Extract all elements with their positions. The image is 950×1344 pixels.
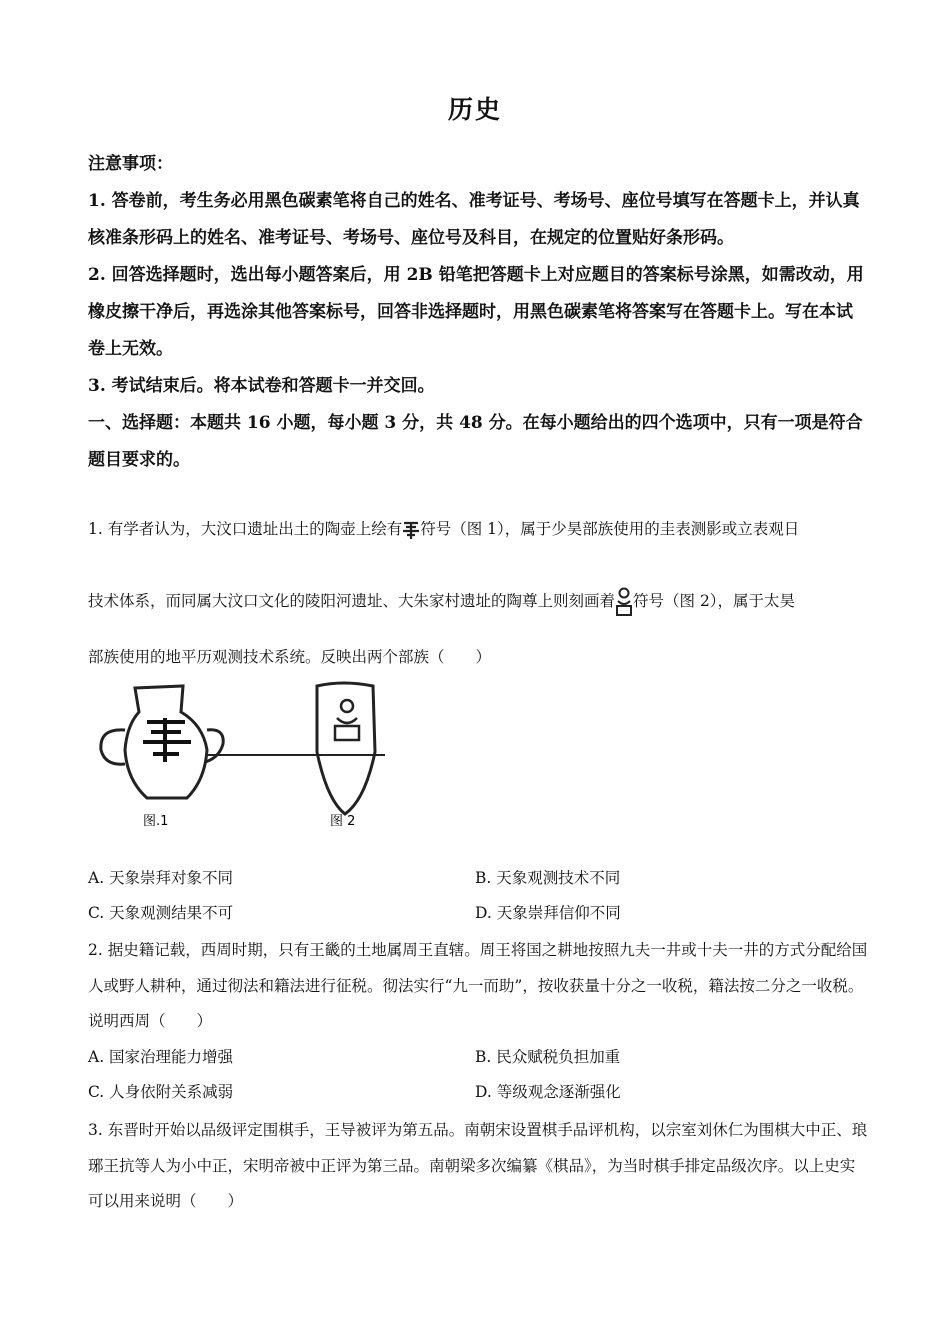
- q2-option-a[interactable]: A. 国家治理能力增强: [88, 1048, 234, 1066]
- q3-text: 3. 东晋时开始以品级评定围棋手，王导被评为第五品。南朝宋设置棋手品评机构，以宗室刘休仁为围棋大中正、琅琊王抗等人为小中正，宋明帝被中正评为第三品。南朝梁多次编纂《棋品》，为当时棋手排定品级次序。以上史实可以用来说明（ ）: [88, 1121, 868, 1210]
- q1-option-b[interactable]: B. 天象观测技术不同: [475, 869, 621, 887]
- sun-mountain-symbol-icon: [615, 587, 633, 617]
- q2-option-b[interactable]: B. 民众赋税负担加重: [475, 1048, 621, 1066]
- q1-line3: 部族使用的地平历观测技术系统。反映出两个部族（ ）: [88, 648, 492, 666]
- notice-item-1: 1. 答卷前，考生务必用黑色碳素笔将自己的姓名、准考证号、考场号、座位号填写在答题卡上，并认真核准条形码上的姓名、准考证号、考场号、座位号及科目，在规定的位置贴好条形码。: [88, 191, 860, 248]
- q1-line2b: 符号（图 2），属于太昊: [633, 592, 796, 610]
- q2-option-d[interactable]: D. 等级观念逐渐强化: [475, 1083, 621, 1101]
- figure-2-label: 图 2: [330, 814, 356, 829]
- q1-option-c[interactable]: C. 天象观测结果不可: [88, 904, 234, 922]
- q2-options: [88, 1045, 868, 1115]
- notice-item-2: 2. 回答选择题时，选出每小题答案后，用 2B 铅笔把答题卡上对应题目的答案标号涂黑，如需改动，用橡皮擦干净后，再选涂其他答案标号，回答非选择题时，用黑色碳素笔将答案写在答题卡上。写在本试卷上无效。: [88, 265, 864, 359]
- q1-option-a[interactable]: A. 天象崇拜对象不同: [88, 869, 234, 887]
- page-title: 历史: [447, 95, 502, 124]
- q1-line1a: 1. 有学者认为，大汶口遗址出土的陶壶上绘有: [88, 520, 403, 538]
- notice-section: [88, 146, 868, 479]
- q1-line2a: 技术体系，而同属大汶口文化的陵阳河遗址、大朱家村遗址的陶尊上则刻画着: [88, 592, 616, 610]
- q1-options: [88, 866, 868, 936]
- figure-2-pottery-zun: [317, 683, 375, 814]
- q1-figures: [95, 680, 425, 835]
- notice-heading: 注意事项：: [88, 154, 173, 174]
- q2-text: 2. 据史籍记载，西周时期，只有王畿的土地属周王直辖。周王将国之耕地按照九夫一井或十夫一井的方式分配给国人或野人耕种，通过彻法和籍法进行征税。彻法实行“九一而助”，按收获量十分之一收税，籍法按二分之一收税。说明西周（ ）: [88, 941, 868, 1030]
- question-3: [88, 1113, 868, 1220]
- notice-item-3: 3. 考试结束后。将本试卷和答题卡一并交回。: [88, 376, 435, 396]
- figure-1-label: 图.1: [143, 814, 169, 829]
- q1-option-d[interactable]: D. 天象崇拜信仰不同: [475, 904, 621, 922]
- sun-altar-symbol-icon: [402, 519, 420, 541]
- question-2: [88, 933, 868, 1040]
- section-heading: 一、选择题：本题共 16 小题，每小题 3 分，共 48 分。在每小题给出的四个选项中，只有一项是符合题目要求的。: [88, 413, 863, 470]
- q1-line1b: 符号（图 1），属于少昊部族使用的圭表测影或立表观日: [420, 520, 800, 538]
- q2-option-c[interactable]: C. 人身依附关系减弱: [88, 1083, 234, 1101]
- question-1: [88, 512, 868, 676]
